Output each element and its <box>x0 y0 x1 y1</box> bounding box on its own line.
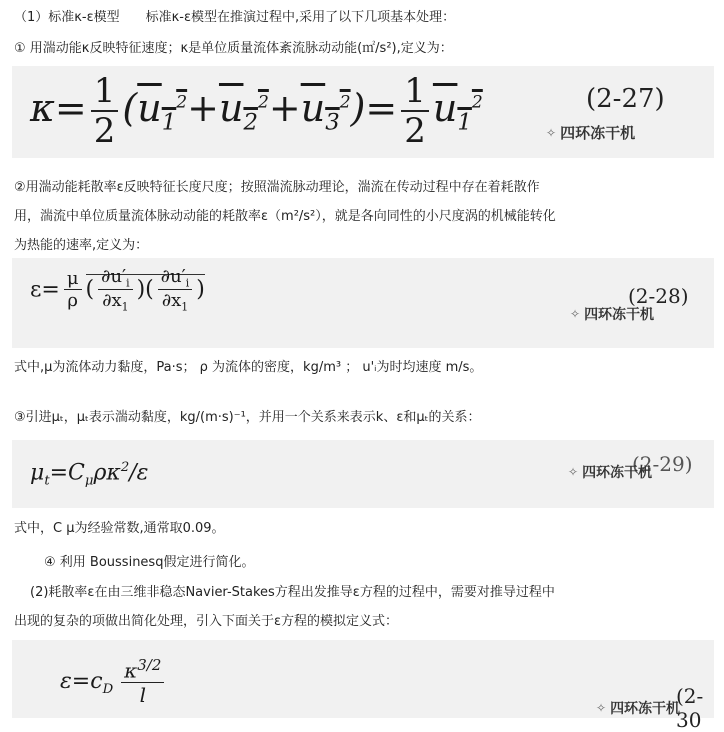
formula-2-27 <box>12 66 714 158</box>
equation-number-2-29: (2-29) <box>632 452 693 476</box>
text-line-2: ① 用湍动能κ反映特征速度；κ是单位质量流体紊流脉动动能(㎡/s²),定义为： <box>14 41 453 56</box>
epsilon-model-equation: $\varepsilon=c_D$ $\frac{\kappa^{3/2}}{l}$ <box>60 658 168 706</box>
text-line-7: ③引进μₜ，μₜ表示湍动黏度，kg/(m·s)⁻¹，并用一个关系来表示k、ε和μₜ的关系： <box>14 410 481 425</box>
text-line-8: 式中，C μ为经验常数,通常取0.09。 <box>14 521 225 536</box>
equation-number-2-28: (2-28) <box>628 284 689 308</box>
wechat-icon: ✧ <box>570 307 581 321</box>
watermark-1: ✧ 四环冻干机 <box>546 124 636 142</box>
text-line-4: 用，湍流中单位质量流体脉动动能的耗散率ε（m²/s²），就是各向同性的小尺度涡的机械能转化 <box>14 209 556 224</box>
equation-number-2-30: (2-30 <box>676 684 704 732</box>
text-line-10: (2)耗散率ε在由三维非稳态Navier-Stakes方程出发推导ε方程的过程中，需要对推导过程中 <box>30 585 555 600</box>
watermark-2: ✧ 四环冻干机 <box>570 307 655 323</box>
equation-number-2-27: (2-27) <box>586 84 665 114</box>
formula-2-29 <box>12 440 714 508</box>
formula-2-30 <box>12 640 714 732</box>
text-line-9: ④ 利用 Boussinesq假定进行简化。 <box>44 555 255 570</box>
text-line-6: 式中,μ为流体动力黏度，Pa·s； ρ 为流体的密度，kg/m³ ； u'ᵢ为时均速度 m/s。 <box>14 360 483 375</box>
text-line-3: ②用湍动能耗散率ε反映特征长度尺度；按照湍流脉动理论，湍流在传动过程中存在着耗散作 <box>14 180 540 195</box>
formula-2-28 <box>12 258 714 348</box>
wechat-icon: ✧ <box>546 125 557 140</box>
watermark-3: ✧ 四环冻干机 <box>568 465 653 481</box>
text-line-5: 为热能的速率,定义为： <box>14 238 149 253</box>
watermark-4: ✧ 四环冻干机 <box>596 701 681 717</box>
wechat-icon: ✧ <box>568 465 579 479</box>
wechat-icon: ✧ <box>596 701 607 715</box>
text-line-1: （1）标准κ-ε模型 标准κ-ε模型在推演过程中,采用了以下几项基本处理： <box>14 10 456 25</box>
text-line-11: 出现的复杂的项做出简化处理，引入下面关于ε方程的模拟定义式： <box>14 614 399 629</box>
mu-t-equation: $\mu_t=C_\mu\rho\kappa^2/\varepsilon$ <box>30 460 149 489</box>
kappa-equation: κ= $\frac{1}{2}$ $(u_1^2+u_2^2+u_3^2)=$ $\frac{1}{2}$ $u_1^2$ <box>30 71 483 151</box>
epsilon-equation: ε= $\frac{\mu}{\rho}$ ( $\frac{\partial u'_i}{\partial x_1}$ )( $\frac{\partial u'_i}{\partial x_1}$ ) <box>30 266 205 314</box>
